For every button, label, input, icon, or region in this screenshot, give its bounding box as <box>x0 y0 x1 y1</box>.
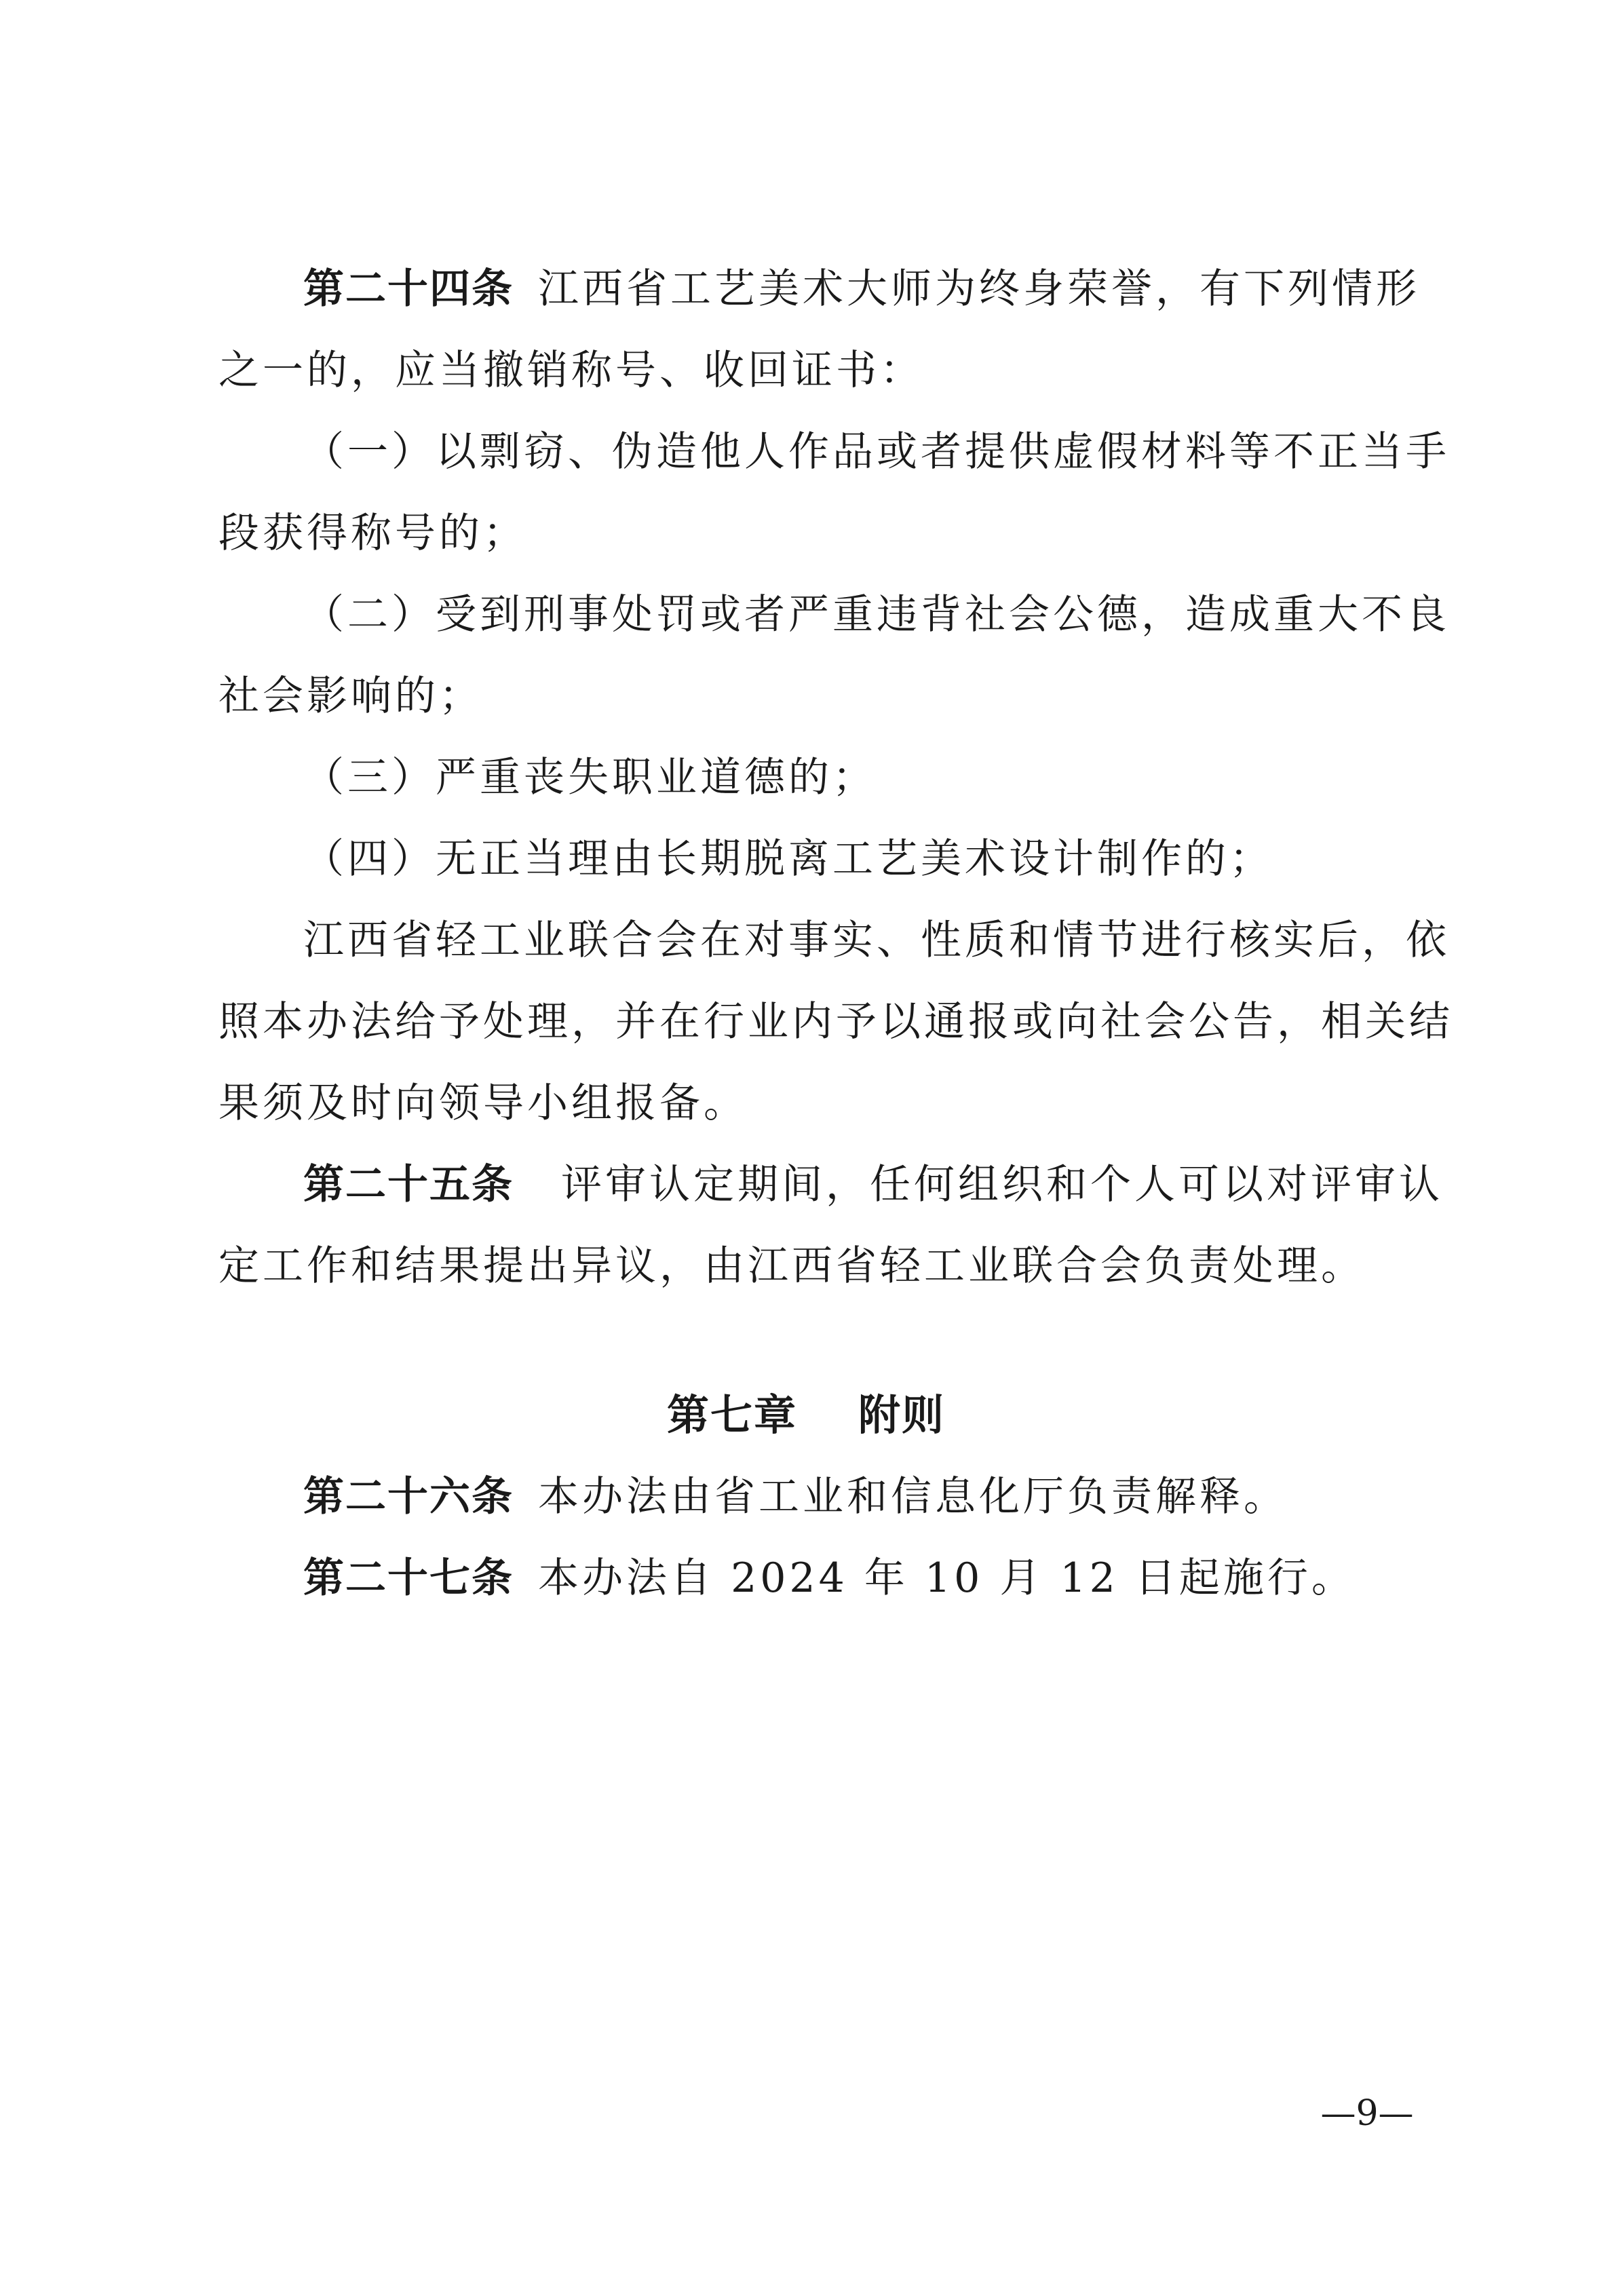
article-24-item-2-line-1: （二）受到刑事处罚或者严重违背社会公德，造成重大不良 <box>303 591 1450 638</box>
chapter-7-title: 第七章 <box>666 1390 797 1440</box>
article-24-item-2-line-2: 社会影响的； <box>218 672 483 720</box>
article-25-text: 评审认定期间，任何组织和个人可以对评审认 <box>561 1161 1443 1208</box>
article-27 <box>303 1554 1416 1608</box>
article-26 <box>303 1472 1416 1527</box>
article-24-text: 江西省工艺美术大师为终身荣誉，有下列情形 <box>538 265 1420 313</box>
page-number: —9— <box>1320 2093 1414 2134</box>
article-24-number: 第二十四条 <box>303 265 514 313</box>
article-24-closing-line-2: 照本办法给予处理，并在行业内予以通报或向社会公告，相关结 <box>218 998 1453 1046</box>
article-24-item-3: （三）严重丧失职业道德的； <box>303 754 877 801</box>
article-24-item-1-line-1: （一）以剽窃、伪造他人作品或者提供虚假材料等不正当手 <box>303 428 1450 476</box>
article-27-number: 第二十七条 <box>303 1554 514 1602</box>
article-25-line-2: 定工作和结果提出异议，由江西省轻工业联合会负责处理。 <box>218 1242 1365 1290</box>
article-26-number: 第二十六条 <box>303 1473 514 1520</box>
article-24-item-4: （四）无正当理由长期脱离工艺美术设计制作的； <box>303 835 1273 883</box>
chapter-7-heading <box>0 1391 1612 1440</box>
article-25-line-1 <box>303 1160 1443 1214</box>
chapter-7-subtitle: 附则 <box>858 1390 946 1440</box>
article-27-text: 本办法自 2024 年 10 月 12 日起施行。 <box>538 1554 1356 1602</box>
article-24-closing-line-1: 江西省轻工业联合会在对事实、性质和情节进行核实后，依 <box>303 917 1450 964</box>
article-26-text: 本办法由省工业和信息化厅负责解释。 <box>538 1473 1288 1520</box>
article-24-closing-line-3: 果须及时向领导小组报备。 <box>218 1079 748 1127</box>
article-24-line-1 <box>303 265 1420 319</box>
article-25-number: 第二十五条 <box>303 1161 514 1208</box>
article-24-line-2: 之一的，应当撤销称号、收回证书： <box>218 347 924 394</box>
article-24-item-1-line-2: 段获得称号的； <box>218 510 527 557</box>
